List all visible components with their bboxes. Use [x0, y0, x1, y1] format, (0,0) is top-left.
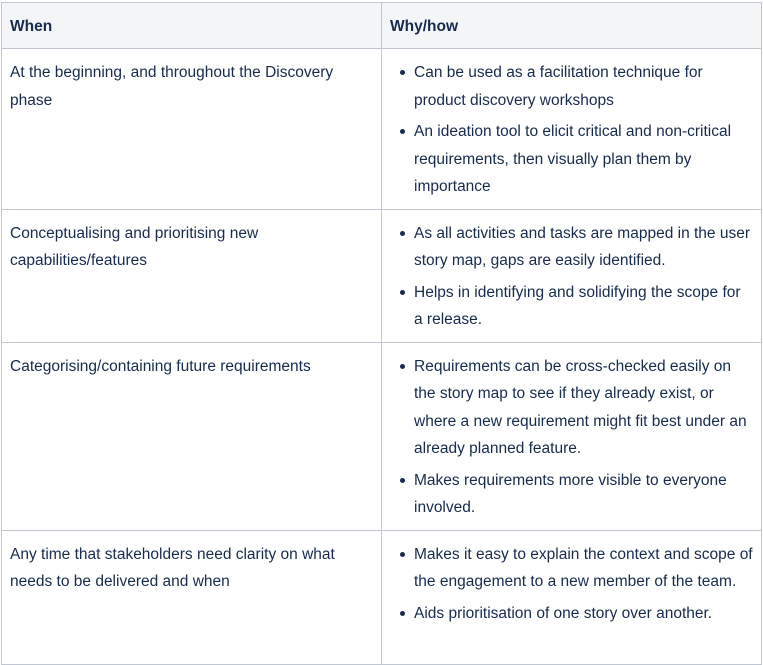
bullet-list [392, 220, 753, 334]
bullet-list [392, 541, 753, 628]
table-row [2, 342, 762, 530]
table-row [2, 49, 762, 210]
list-item: Requirements can be cross-checked easily on the story map to see if they already exist, or where a new requirement might fit best under an already planned feature. [414, 353, 753, 463]
list-item: Makes requirements more visible to everyone involved. [414, 467, 753, 522]
bullet-list [392, 353, 753, 522]
when-cell: Any time that stakeholders need clarity on what needs to be delivered and when [2, 530, 382, 664]
table-row [2, 209, 762, 342]
when-cell: At the beginning, and throughout the Discovery phase [2, 49, 382, 210]
list-item: Makes it easy to explain the context and scope of the engagement to a new member of the team. [414, 541, 753, 596]
list-item: Helps in identifying and solidifying the scope for a release. [414, 279, 753, 334]
table-row [2, 530, 762, 664]
list-item: An ideation tool to elicit critical and non-critical requirements, then visually plan them by importance [414, 118, 753, 201]
when-cell: Conceptualising and prioritising new capabilities/features [2, 209, 382, 342]
header-when: When [2, 3, 382, 49]
why-cell [382, 530, 762, 664]
header-why-how: Why/how [382, 3, 762, 49]
why-cell [382, 49, 762, 210]
when-why-table [1, 2, 762, 665]
bullet-list [392, 59, 753, 201]
when-cell: Categorising/containing future requirements [2, 342, 382, 530]
list-item: Can be used as a facilitation technique for product discovery workshops [414, 59, 753, 114]
list-item: As all activities and tasks are mapped in the user story map, gaps are easily identified. [414, 220, 753, 275]
list-item: Aids prioritisation of one story over another. [414, 600, 753, 628]
why-cell [382, 209, 762, 342]
why-cell [382, 342, 762, 530]
header-row [2, 3, 762, 49]
